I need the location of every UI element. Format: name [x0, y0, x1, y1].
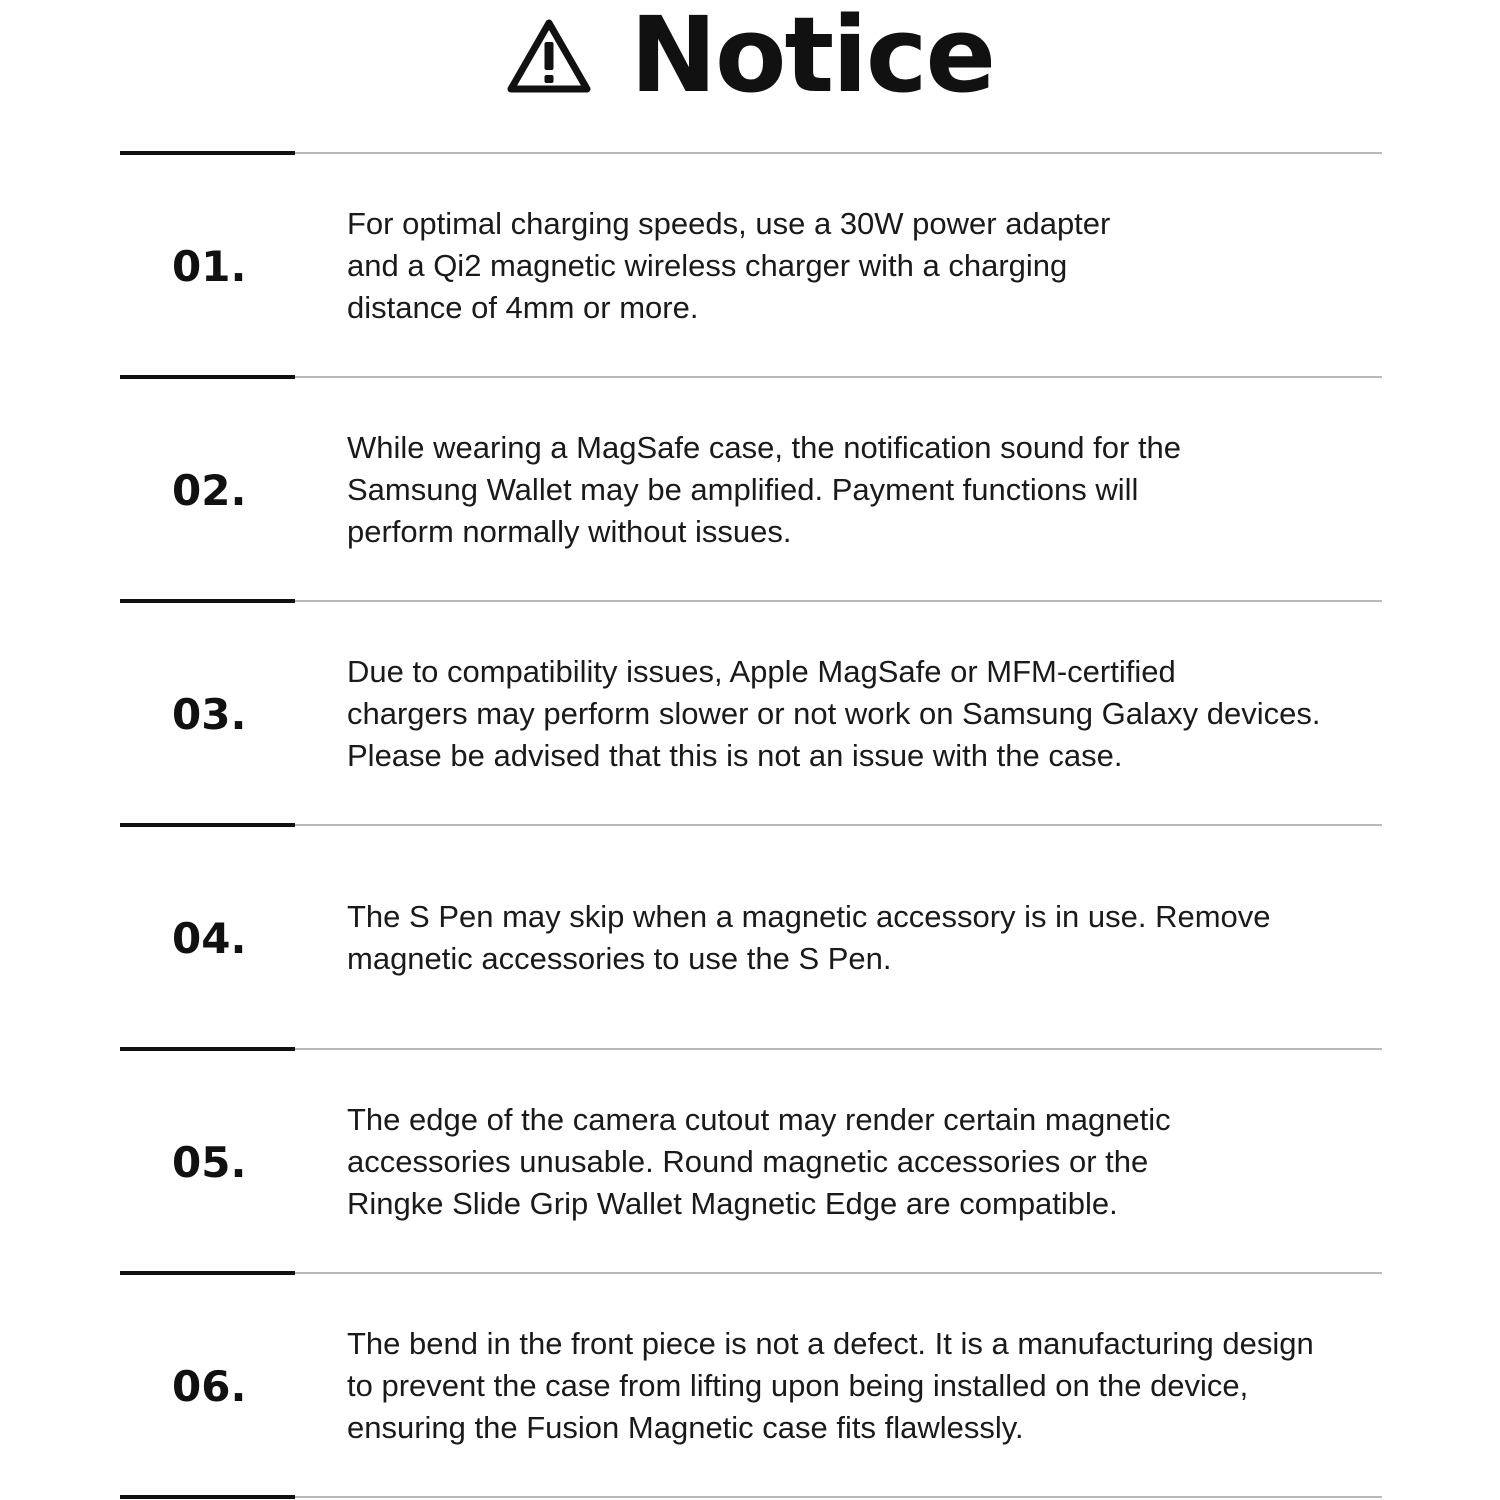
notice-text-line: accessories unusable. Round magnetic accessories or the — [347, 1144, 1149, 1179]
divider — [120, 152, 1382, 154]
notice-text-line: magnetic accessories to use the S Pen. — [347, 941, 892, 976]
notice-number: 04. — [172, 913, 247, 963]
notice-text-line: Ringke Slide Grip Wallet Magnetic Edge are compatible. — [347, 1186, 1118, 1221]
notice-item-01 — [0, 155, 1500, 377]
notice-item-04 — [0, 827, 1500, 1049]
notice-text — [347, 155, 1382, 377]
notice-number: 05. — [172, 1137, 247, 1187]
page-title: Notice — [629, 0, 995, 116]
notice-text — [347, 827, 1382, 1049]
notice-text — [347, 1275, 1382, 1497]
notice-text-line: distance of 4mm or more. — [347, 290, 699, 325]
divider — [120, 1272, 1382, 1274]
notice-text-line: For optimal charging speeds, use a 30W power adapter — [347, 206, 1111, 241]
notice-text-line: and a Qi2 magnetic wireless charger with a charging — [347, 248, 1068, 283]
divider — [120, 600, 1382, 602]
notice-text-line: Please be advised that this is not an issue with the case. — [347, 738, 1123, 773]
notice-item-06 — [0, 1275, 1500, 1497]
notice-text-line: The edge of the camera cutout may render certain magnetic — [347, 1102, 1171, 1137]
notice-text-line: While wearing a MagSafe case, the notification sound for the — [347, 430, 1182, 465]
warning-triangle-icon — [506, 18, 592, 96]
divider — [120, 376, 1382, 378]
divider — [120, 824, 1382, 826]
notice-item-03 — [0, 603, 1500, 825]
divider — [120, 1048, 1382, 1050]
notice-item-05 — [0, 1051, 1500, 1273]
notice-text-line: Samsung Wallet may be amplified. Payment functions will — [347, 472, 1139, 507]
notice-text-line: Due to compatibility issues, Apple MagSafe or MFM-certified — [347, 654, 1176, 689]
notice-number: 06. — [172, 1361, 247, 1411]
notice-number: 01. — [172, 241, 247, 291]
notice-text — [347, 1051, 1382, 1273]
notice-text-line: The S Pen may skip when a magnetic accessory is in use. Remove — [347, 899, 1271, 934]
notice-text — [347, 603, 1382, 825]
notice-text-line: ensuring the Fusion Magnetic case fits flawlessly. — [347, 1410, 1024, 1445]
divider — [120, 1496, 1382, 1498]
notice-header — [0, 0, 1500, 116]
notice-item-02 — [0, 379, 1500, 601]
notice-text-line: to prevent the case from lifting upon being installed on the device, — [347, 1368, 1249, 1403]
notice-text-line: perform normally without issues. — [347, 514, 792, 549]
notice-number: 03. — [172, 689, 247, 739]
notice-number: 02. — [172, 465, 247, 515]
notice-text-line: chargers may perform slower or not work on Samsung Galaxy devices. — [347, 696, 1321, 731]
notice-text-line: The bend in the front piece is not a defect. It is a manufacturing design — [347, 1326, 1314, 1361]
notice-text — [347, 379, 1382, 601]
